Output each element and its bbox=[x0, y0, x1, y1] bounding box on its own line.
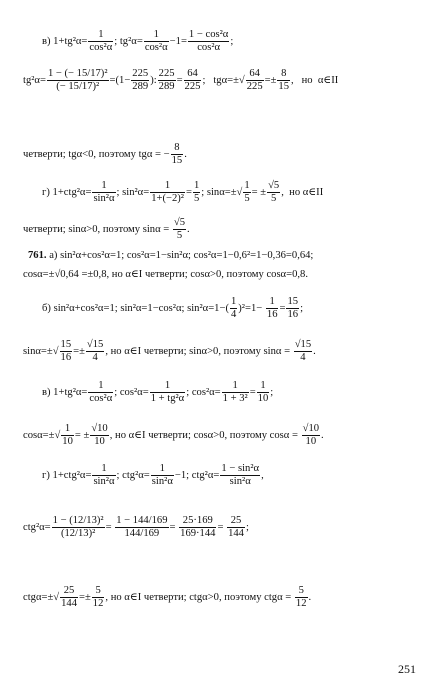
formula-line-13: ctg²α= $\frac{\text{1 − (12/13)²}}{\text{(12/13)²}}$ = $\frac{1 - 144/169}{144/169}$ = $\frac{25\cdot 169}{169\cdot 144}$ = $\frac{25}{144}$ ; bbox=[23, 515, 249, 539]
formula-line-12: г) 1+ctg²α= $\frac{1}{\text{sin²α}}$ ; ctg²α= $\frac{1}{\text{sin²α}}$ −1; ctg²α= $\frac{\text{1 − sin²α}}{\text{sin²α}}$ , bbox=[42, 463, 264, 487]
formula-line-2: tg²α= $\frac{\text{1 − (− 15/17)²}}{\text{(− 15/17)²}}$ =(1− $\frac{225}{289}$ ): $\frac{225}{289}$ = $\frac{64}{225}$ ; tgα=±√ $\frac{64}{225}$ =± $\frac{8}{15}$ , но α∈II bbox=[23, 68, 339, 92]
formula-line-14: ctgα=±√ $\frac{25}{144}$ =± $\frac{5}{12}$ , но α∈I четверти; ctgα>0, поэтому ctgα = $\frac{5}{12}$ . bbox=[23, 585, 312, 609]
formula-line-11: cosα=±√ $\frac{1}{10}$ = ± $\frac{√10}{10}$ , но α∈I четверти; cosα>0, поэтому cosα = $\frac{√10}{10}$ . bbox=[23, 423, 324, 447]
formula-line-5: четверти; sinα>0, поэтому sinα = $\frac{√5}{5}$ . bbox=[23, 217, 190, 241]
formula-line-7: cosα=±√0,64 =±0,8, но α∈I четверти; cosα>0, поэтому cosα=0,8. bbox=[23, 269, 308, 280]
page-number: 251 bbox=[398, 662, 416, 676]
formula-line-3: четверти; tgα<0, поэтому tgα = − $\frac{8}{15}$ . bbox=[23, 142, 187, 166]
formula-line-1: в) 1+tg²α= $\frac{1}{\text{cos²α}}$ ; tg²α= $\frac{1}{\text{cos²α}}$ −1= $\frac{\text{1 − cos²α}}{\text{cos²α}}$ ; bbox=[42, 29, 234, 53]
formula-line-9: sinα=±√ $\frac{15}{16}$ =± $\frac{√15}{4}$ , но α∈I четверти; sinα>0, поэтому sinα = $\frac{√15}{4}$ . bbox=[23, 339, 316, 363]
formula-line-10: в) 1+tg²α= $\frac{1}{\text{cos²α}}$ ; cos²α= $\frac{1}{\text{1 + tg²α}}$ ; cos²α= $\frac{1}{\text{1 + 3²}}$ = $\frac{1}{10}$ ; bbox=[42, 380, 274, 404]
formula-line-4: г) 1+ctg²α= $\frac{1}{\text{sin²α}}$ ; sin²α= $\frac{1}{\text{1+(−2)²}}$ = $\frac{1}{5}$ ; sinα=±√ $\frac{1}{5}$ = ± $\frac{√5}{5}$ , но α∈II bbox=[42, 180, 324, 204]
formula-line-6: 761. а) sin²α+cos²α=1; cos²α=1−sin²α; cos²α=1−0,6²=1−0,36=0,64; bbox=[28, 250, 314, 261]
formula-line-8: б) sin²α+cos²α=1; sin²α=1−cos²α; sin²α=1−( $\frac{1}{4}$ )²=1− $\frac{1}{16}$ = $\frac{15}{16}$ ; bbox=[42, 296, 304, 320]
